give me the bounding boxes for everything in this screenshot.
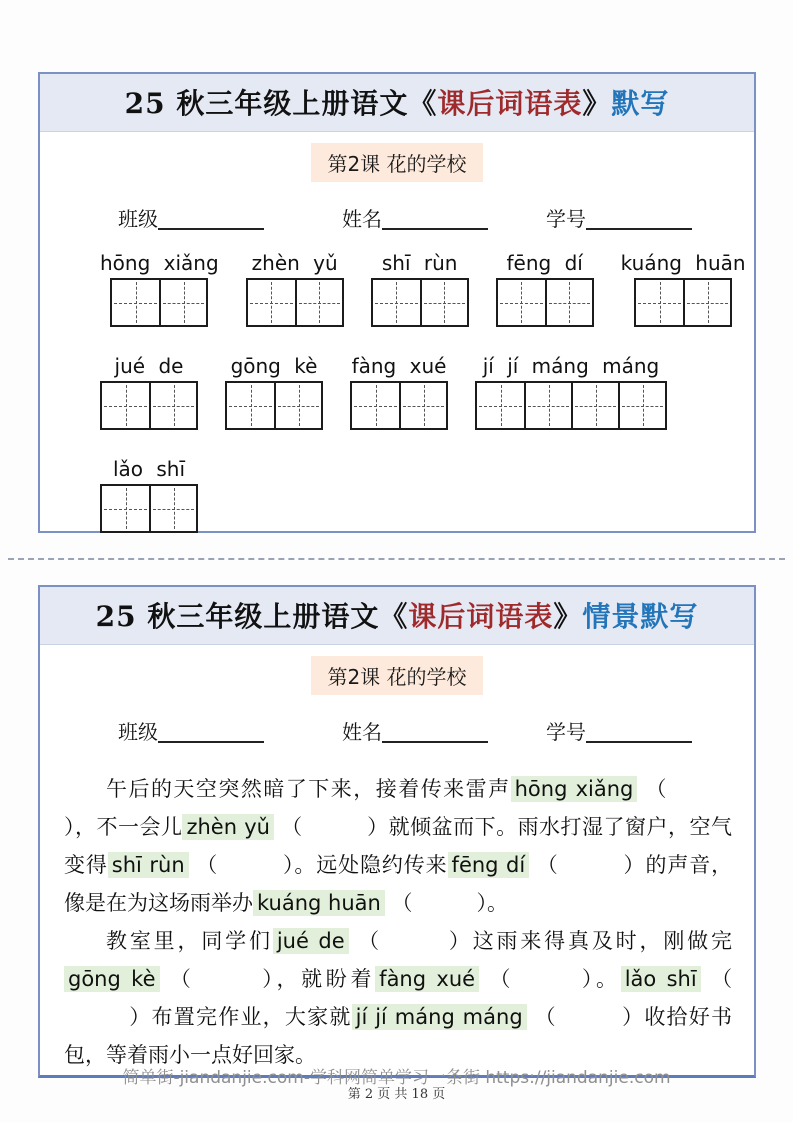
class-field-line[interactable] — [158, 721, 264, 743]
title-prefix: 25 秋三年级上册语文 — [124, 87, 409, 120]
word-group — [496, 251, 594, 327]
dictation-panel — [38, 72, 756, 533]
passage-text: 就倾盆而下。雨水打湿了窗户，空气变得 — [64, 815, 733, 877]
site-watermark: 简单街-jiandanjie.com-学科网简单学习一条街 https://jiandanjie.com — [122, 1068, 671, 1088]
writing-grid — [110, 278, 208, 327]
answer-blank[interactable]: （ ） — [536, 853, 646, 877]
grid-cell[interactable] — [636, 280, 683, 325]
title-prefix: 25 秋三年级上册语文 — [95, 600, 380, 633]
grid-cell[interactable] — [477, 383, 524, 428]
title-bracket-close: 》 — [582, 87, 612, 120]
answer-blank[interactable]: （ ） — [281, 815, 389, 839]
lesson-subtitle: 第2课 花的学校 — [311, 143, 482, 182]
student-info-row — [118, 203, 754, 232]
answer-blank[interactable]: （ ） — [196, 853, 295, 877]
writing-grid — [350, 381, 448, 430]
passage-text: ，不一会儿 — [75, 815, 183, 839]
answer-blank[interactable]: （） — [128, 967, 733, 1029]
writing-grid — [634, 278, 732, 327]
answer-blank[interactable]: （ ） — [391, 891, 487, 915]
passage-area — [64, 770, 732, 1074]
passage-text: 。远处隐约传来 — [294, 853, 448, 877]
student-id-field: 学号 — [546, 203, 692, 232]
word-group — [621, 251, 746, 327]
writing-grid — [225, 381, 323, 430]
pinyin-label: lǎo shī — [112, 457, 186, 481]
title-book-name: 课后词语表 — [408, 600, 554, 633]
pinyin-highlight: kuáng huān — [253, 890, 385, 916]
pinyin-label: kuáng huān — [620, 251, 746, 275]
writing-grid — [100, 484, 198, 533]
word-group — [100, 251, 219, 327]
pinyin-label: fēng dí — [506, 251, 583, 275]
pinyin-label: gōng kè — [230, 354, 318, 378]
passage-text: 午后的天空突然暗了下来，接着传来雷声 — [106, 777, 511, 801]
title-bracket-close: 》 — [553, 600, 583, 633]
answer-blank[interactable]: （ ） — [489, 967, 597, 991]
passage-text: 。 — [487, 891, 508, 915]
writing-grid — [246, 278, 344, 327]
grid-cell[interactable] — [498, 280, 545, 325]
class-field: 班级 — [118, 203, 264, 232]
name-field-line[interactable] — [382, 208, 488, 230]
pinyin-label: hōng xiǎng — [100, 251, 219, 275]
pinyin-label: jí jí máng máng — [482, 354, 660, 378]
page-number: 第 2 页 共 18 页 — [347, 1087, 446, 1102]
pinyin-label: zhèn yǔ — [251, 251, 338, 275]
contextual-dictation-panel — [38, 585, 756, 1078]
grid-cell[interactable] — [102, 383, 149, 428]
title-bracket-open: 《 — [408, 87, 438, 120]
student-info-row — [118, 716, 754, 745]
student-id-field-line[interactable] — [586, 721, 692, 743]
pinyin-highlight: fàng xué — [375, 966, 479, 992]
grid-cell[interactable] — [159, 280, 206, 325]
word-group — [100, 457, 198, 533]
grid-cell[interactable] — [149, 486, 196, 531]
passage-text: 收拾好书包，等着雨小一点好回家。 — [64, 1005, 733, 1067]
grid-cell[interactable] — [683, 280, 730, 325]
lesson-subtitle: 第2课 花的学校 — [311, 656, 482, 695]
pinyin-highlight: gōng kè — [64, 966, 160, 992]
grid-cell[interactable] — [149, 383, 196, 428]
word-group — [350, 354, 448, 430]
panel2-title — [40, 587, 754, 645]
pinyin-label: fàng xué — [351, 354, 447, 378]
passage-text: 的声音，像是在为这场雨举办 — [64, 853, 733, 915]
pinyin-highlight: jí jí máng máng — [352, 1004, 527, 1030]
answer-blank[interactable]: （ ） — [534, 1005, 645, 1029]
panel1-title — [40, 74, 754, 132]
pinyin-label: jué de — [114, 354, 184, 378]
word-group — [246, 251, 344, 327]
word-group — [371, 251, 469, 327]
grid-cell[interactable] — [545, 280, 592, 325]
title-suffix: 情景默写 — [582, 600, 699, 633]
grid-cell[interactable] — [295, 280, 342, 325]
grid-cell[interactable] — [420, 280, 467, 325]
answer-blank[interactable]: （） — [64, 777, 668, 839]
pinyin-highlight: jué de — [273, 928, 349, 954]
grid-cell[interactable] — [571, 383, 618, 428]
passage-text: 教室里，同学们 — [106, 929, 273, 953]
grid-cell[interactable] — [248, 280, 295, 325]
answer-blank[interactable]: （ ） — [358, 929, 473, 953]
writing-grid — [100, 381, 198, 430]
grid-cell[interactable] — [274, 383, 321, 428]
student-id-field-line[interactable] — [586, 208, 692, 230]
passage-text: ，就盼着 — [276, 967, 376, 991]
writing-grid — [371, 278, 469, 327]
word-row — [100, 354, 754, 430]
pinyin-highlight: hōng xiǎng — [511, 776, 638, 802]
pinyin-highlight: shī rùn — [108, 852, 189, 878]
name-field: 姓名 — [342, 203, 488, 232]
writing-grid — [496, 278, 594, 327]
pinyin-label: shī rùn — [381, 251, 458, 275]
pinyin-highlight: zhèn yǔ — [182, 814, 273, 840]
word-grid-area — [40, 251, 754, 533]
name-field-line[interactable] — [382, 721, 488, 743]
cut-separator-line — [8, 558, 785, 560]
title-suffix: 默写 — [611, 87, 670, 120]
word-group — [225, 354, 323, 430]
grid-cell[interactable] — [373, 280, 420, 325]
title-bracket-open: 《 — [379, 600, 409, 633]
grid-cell[interactable] — [399, 383, 446, 428]
passage-paragraph — [64, 770, 732, 922]
grid-cell[interactable] — [618, 383, 665, 428]
class-field: 班级 — [118, 716, 264, 745]
word-row — [100, 457, 754, 533]
pinyin-highlight: lǎo shī — [621, 966, 701, 992]
grid-cell[interactable] — [227, 383, 274, 428]
grid-cell[interactable] — [352, 383, 399, 428]
grid-cell[interactable] — [102, 486, 149, 531]
passage-paragraph — [64, 922, 732, 1074]
passage-text: 。 — [596, 967, 621, 991]
student-id-field: 学号 — [546, 716, 692, 745]
writing-grid — [475, 381, 667, 430]
name-field: 姓名 — [342, 716, 488, 745]
word-group — [475, 354, 667, 430]
word-row — [100, 251, 754, 327]
answer-blank[interactable]: （ ） — [169, 967, 277, 991]
grid-cell[interactable] — [112, 280, 159, 325]
pinyin-highlight: fēng dí — [448, 852, 530, 878]
grid-cell[interactable] — [524, 383, 571, 428]
passage-text: 布置完作业，大家就 — [151, 1005, 352, 1029]
word-group — [100, 354, 198, 430]
title-book-name: 课后词语表 — [437, 87, 583, 120]
class-field-line[interactable] — [158, 208, 264, 230]
passage-text: 这雨来得真及时，刚做完 — [472, 929, 733, 953]
